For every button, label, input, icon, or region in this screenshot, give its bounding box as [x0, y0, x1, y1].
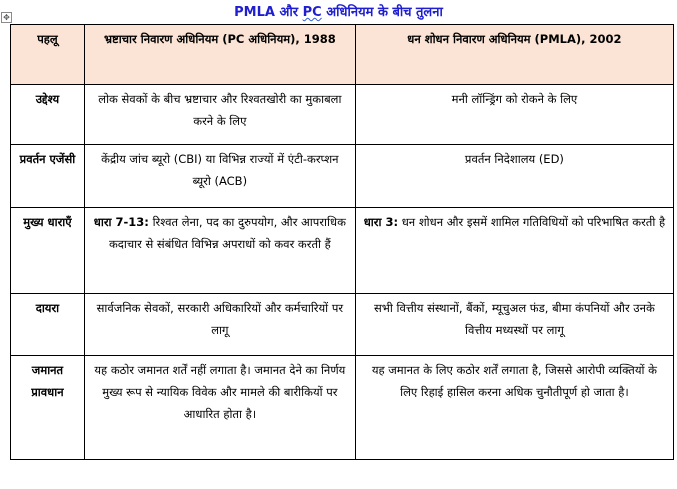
aspect-cell: दायरा	[11, 294, 85, 356]
header-pmla: धन शोधन निवारण अधिनियम (PMLA), 2002	[355, 25, 673, 85]
section-text: धन शोधन और इसमें शामिल गतिविधियों को परिभाषित करती है	[398, 215, 666, 229]
title-part-1: PMLA और	[234, 5, 303, 20]
comparison-table	[10, 24, 674, 460]
pmla-cell	[355, 208, 673, 294]
table-header-row	[11, 25, 674, 85]
title-part-2: अधिनियम के बीच तुलना	[321, 5, 443, 20]
header-pc-act: भ्रष्टाचार निवारण अधिनियम (PC अधिनियम), 1988	[84, 25, 355, 85]
title-part-squiggle: PC	[302, 5, 322, 20]
header-aspect: पहलू	[11, 25, 85, 85]
section-text: रिश्वत लेना, पद का दुरुपयोग, और आपराधिक कदाचार से संबंधित विभिन्न अपराधों को कवर करती हैं	[108, 215, 346, 251]
aspect-cell: उद्देश्य	[11, 85, 85, 145]
section-label: धारा 3:	[363, 215, 399, 229]
table-move-handle-icon[interactable]: ✥	[1, 12, 12, 23]
table-row	[11, 356, 674, 460]
pmla-cell: यह जमानत के लिए कठोर शर्तें लगाता है, जिससे आरोपी व्यक्तियों के लिए रिहाई हासिल करना अधिक चुनौतीपूर्ण हो जाता है।	[355, 356, 673, 460]
pc-act-cell: यह कठोर जमानत शर्तें नहीं लगाता है। जमानत देने का निर्णय मुख्य रूप से न्यायिक विवेक और मामले की बारीकियों पर आधारित होता है।	[84, 356, 355, 460]
pmla-cell: प्रवर्तन निदेशालय (ED)	[355, 145, 673, 208]
table-row	[11, 85, 674, 145]
table-row	[11, 294, 674, 356]
aspect-cell: मुख्य धाराएँ	[11, 208, 85, 294]
pc-act-cell: लोक सेवकों के बीच भ्रष्टाचार और रिश्वतखोरी का मुकाबला करने के लिए	[84, 85, 355, 145]
pc-act-cell: सार्वजनिक सेवकों, सरकारी अधिकारियों और कर्मचारियों पर लागू	[84, 294, 355, 356]
pc-act-cell	[84, 208, 355, 294]
table-row	[11, 145, 674, 208]
table-row	[11, 208, 674, 294]
pc-act-cell: केंद्रीय जांच ब्यूरो (CBI) या विभिन्न राज्यों में एंटी-करप्शन ब्यूरो (ACB)	[84, 145, 355, 208]
aspect-cell: जमानत प्रावधान	[11, 356, 85, 460]
aspect-cell: प्रवर्तन एजेंसी	[11, 145, 85, 208]
pmla-cell: सभी वित्तीय संस्थानों, बैंकों, म्यूचुअल फंड, बीमा कंपनियों और उनके वित्तीय मध्यस्थों पर लागू	[355, 294, 673, 356]
pmla-cell: मनी लॉन्ड्रिंग को रोकने के लिए	[355, 85, 673, 145]
document-title	[0, 2, 677, 20]
section-label: धारा 7-13:	[93, 215, 149, 229]
